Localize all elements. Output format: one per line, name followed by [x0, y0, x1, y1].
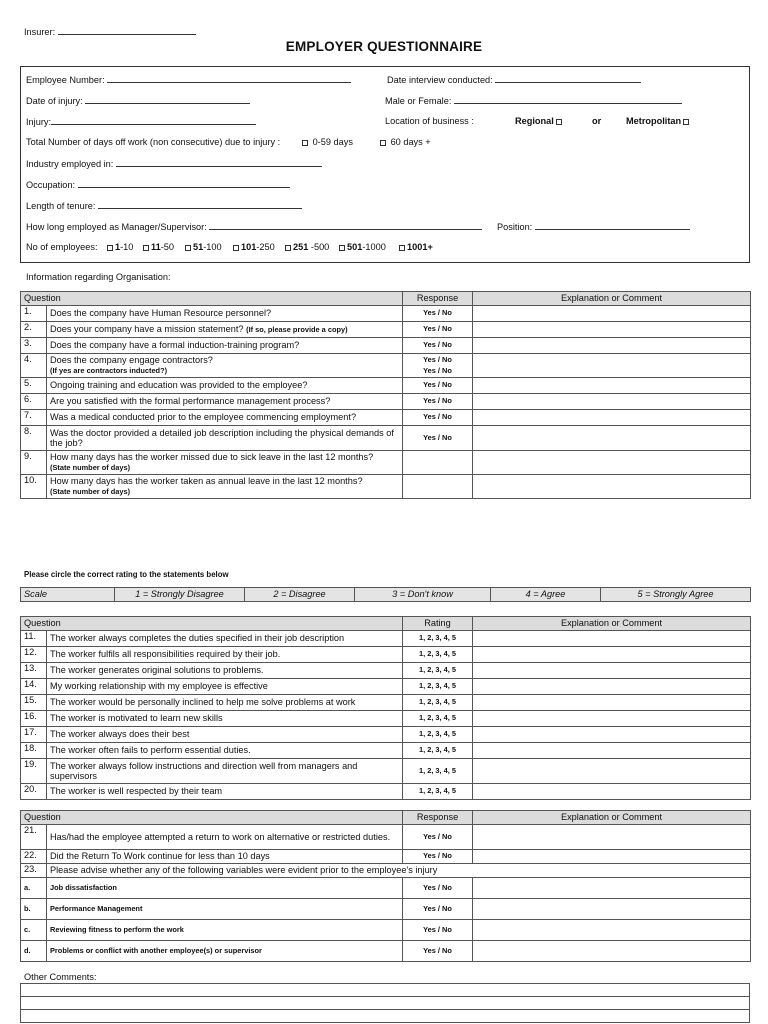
rating-cell[interactable]: 1, 2, 3, 4, 5: [403, 759, 473, 784]
column-header: Response: [403, 292, 473, 306]
table-row: 14. My working relationship with my employee is effective 1, 2, 3, 4, 5: [21, 679, 751, 695]
response-cell[interactable]: Yes / No: [403, 426, 473, 451]
checkbox-icon: [339, 245, 345, 251]
comment-line[interactable]: [21, 984, 750, 997]
table-row: 4. Does the company engage contractors? (If yes are contractors inducted?) Yes / No Yes / No: [21, 354, 751, 378]
response-cell[interactable]: Yes / No: [403, 941, 473, 962]
table-row: 3. Does the company have a formal induction-training program? Yes / No: [21, 338, 751, 354]
comment-cell[interactable]: [473, 338, 751, 354]
comment-cell[interactable]: [473, 878, 751, 899]
comment-cell[interactable]: [473, 695, 751, 711]
checkbox-icon: [143, 245, 149, 251]
rating-cell[interactable]: 1, 2, 3, 4, 5: [403, 647, 473, 663]
rating-cell[interactable]: 1, 2, 3, 4, 5: [403, 727, 473, 743]
manager-duration-field[interactable]: How long employed as Manager/Supervisor:: [26, 221, 482, 232]
response-cell[interactable]: Yes / No: [403, 850, 473, 864]
response-cell[interactable]: Yes / No: [403, 825, 473, 850]
comment-cell[interactable]: [473, 759, 751, 784]
comment-cell[interactable]: [473, 354, 751, 378]
table-row: 12. The worker fulfils all responsibilities required by their job. 1, 2, 3, 4, 5: [21, 647, 751, 663]
rating-cell[interactable]: 1, 2, 3, 4, 5: [403, 663, 473, 679]
column-header: Rating: [403, 617, 473, 631]
emp-option-1[interactable]: 1-10: [105, 242, 133, 252]
table-row: 21. Has/had the employee attempted a return to work on alternative or restricted duties. Yes / No: [21, 825, 751, 850]
table-row: 15. The worker would be personally inclined to help me solve problems at work 1, 2, 3, 4, 5: [21, 695, 751, 711]
table-row: 17. The worker always does their best 1, 2, 3, 4, 5: [21, 727, 751, 743]
comment-line[interactable]: [21, 997, 750, 1010]
position-field[interactable]: Position:: [497, 221, 690, 232]
location-label: Location of business :: [385, 116, 474, 126]
column-header: Explanation or Comment: [473, 617, 751, 631]
scale-3: 3 = Don't know: [355, 588, 491, 602]
checkbox-icon: [399, 245, 405, 251]
tenure-field[interactable]: Length of tenure:: [26, 200, 302, 211]
emp-option-7[interactable]: 1001+: [397, 242, 433, 252]
page-title: EMPLOYER QUESTIONNAIRE: [285, 39, 483, 54]
scale-4: 4 = Agree: [491, 588, 601, 602]
column-header: Response: [403, 811, 473, 825]
column-header: Question: [21, 292, 403, 306]
table-row: 18. The worker often fails to perform essential duties. 1, 2, 3, 4, 5: [21, 743, 751, 759]
emp-option-2[interactable]: 11-50: [141, 242, 174, 252]
scale-2: 2 = Disagree: [245, 588, 355, 602]
table-row: 5. Ongoing training and education was provided to the employee? Yes / No: [21, 378, 751, 394]
checkbox-icon: [285, 245, 291, 251]
scale-5: 5 = Strongly Agree: [601, 588, 751, 602]
comment-cell[interactable]: [473, 394, 751, 410]
organisation-table: [20, 291, 751, 499]
comment-cell[interactable]: [473, 899, 751, 920]
insurer-field[interactable]: Insurer:: [24, 26, 196, 37]
rating-cell[interactable]: 1, 2, 3, 4, 5: [403, 784, 473, 800]
comment-cell[interactable]: [473, 784, 751, 800]
table-row: 10. How many days has the worker taken as annual leave in the last 12 months? (State number of days): [21, 475, 751, 499]
comment-cell[interactable]: [473, 647, 751, 663]
table-row: 9. How many days has the worker missed due to sick leave in the last 12 months? (State number of days): [21, 451, 751, 475]
rating-cell[interactable]: 1, 2, 3, 4, 5: [403, 679, 473, 695]
rating-cell[interactable]: 1, 2, 3, 4, 5: [403, 631, 473, 647]
response-cell[interactable]: Yes / No: [403, 899, 473, 920]
scale-label: Scale: [21, 588, 115, 602]
column-header: Question: [21, 811, 403, 825]
table-row: b. Performance Management Yes / No: [21, 899, 751, 920]
scale-1: 1 = Strongly Disagree: [115, 588, 245, 602]
table-row: c. Reviewing fitness to perform the work Yes / No: [21, 920, 751, 941]
response-cell[interactable]: Yes / No: [403, 394, 473, 410]
emp-option-3[interactable]: 51-100: [183, 242, 222, 252]
metropolitan-checkbox-icon: [683, 119, 689, 125]
table-row: d. Problems or conflict with another employee(s) or supervisor Yes / No: [21, 941, 751, 962]
or-label: or: [592, 116, 602, 126]
comment-line[interactable]: [21, 1010, 750, 1023]
response-cell[interactable]: Yes / No: [403, 920, 473, 941]
other-comments-box[interactable]: [20, 983, 750, 1023]
rating-scale: [20, 587, 751, 602]
response-cell[interactable]: Yes / No Yes / No: [403, 354, 473, 378]
injury-field[interactable]: Injury:: [26, 116, 256, 127]
metropolitan-option[interactable]: Metropolitan: [626, 116, 691, 126]
table-row: 11. The worker always completes the duties specified in their job description 1, 2, 3, 4, 5: [21, 631, 751, 647]
table-row: 7. Was a medical conducted prior to the employee commencing employment? Yes / No: [21, 410, 751, 426]
column-header: Explanation or Comment: [473, 811, 751, 825]
comment-cell[interactable]: [473, 475, 751, 499]
table-row: 2. Does your company have a mission statement? (If so, please provide a copy) Yes / No: [21, 322, 751, 338]
checkbox-icon: [107, 245, 113, 251]
checkbox-icon: [233, 245, 239, 251]
rating-table: [20, 616, 751, 800]
days-60-option[interactable]: 60 days +: [378, 137, 431, 147]
emp-option-6[interactable]: 501-1000: [337, 242, 386, 252]
return-to-work-table: [20, 810, 751, 962]
response-cell[interactable]: Yes / No: [403, 410, 473, 426]
response-cell[interactable]: [403, 451, 473, 475]
response-cell[interactable]: Yes / No: [403, 306, 473, 322]
comment-cell[interactable]: [473, 711, 751, 727]
rating-cell[interactable]: 1, 2, 3, 4, 5: [403, 743, 473, 759]
days-0-59-checkbox-icon: [302, 140, 308, 146]
comment-cell[interactable]: [473, 825, 751, 850]
response-cell[interactable]: Yes / No: [403, 378, 473, 394]
table-row: 19. The worker always follow instructions and direction well from managers and supervisors 1, 2, 3, 4, 5: [21, 759, 751, 784]
employee-number-field[interactable]: Employee Number:: [26, 74, 351, 85]
rating-cell[interactable]: 1, 2, 3, 4, 5: [403, 695, 473, 711]
no-employees-label: No of employees:: [26, 242, 98, 252]
column-header: Explanation or Comment: [473, 292, 751, 306]
days-0-59-option[interactable]: 0-59 days: [300, 137, 353, 147]
table-row: 13. The worker generates original solutions to problems. 1, 2, 3, 4, 5: [21, 663, 751, 679]
table-row: 22. Did the Return To Work continue for less than 10 days Yes / No: [21, 850, 751, 864]
comment-cell[interactable]: [473, 631, 751, 647]
comment-cell[interactable]: [473, 743, 751, 759]
regional-checkbox-icon: [556, 119, 562, 125]
comment-cell[interactable]: [473, 850, 751, 864]
comment-cell[interactable]: [473, 679, 751, 695]
industry-field[interactable]: Industry employed in:: [26, 158, 322, 169]
other-comments-label: Other Comments:: [24, 972, 97, 982]
response-cell[interactable]: Yes / No: [403, 322, 473, 338]
response-cell[interactable]: Yes / No: [403, 338, 473, 354]
table-row: 6. Are you satisfied with the formal performance management process? Yes / No: [21, 394, 751, 410]
male-female-field[interactable]: Male or Female:: [385, 95, 682, 106]
date-of-injury-field[interactable]: Date of injury:: [26, 95, 250, 106]
date-interview-field[interactable]: Date interview conducted:: [387, 74, 641, 85]
response-cell[interactable]: [403, 475, 473, 499]
table-row: 20. The worker is well respected by their team 1, 2, 3, 4, 5: [21, 784, 751, 800]
table-row: 16. The worker is motivated to learn new skills 1, 2, 3, 4, 5: [21, 711, 751, 727]
comment-cell[interactable]: [473, 426, 751, 451]
comment-cell[interactable]: [473, 727, 751, 743]
comment-cell[interactable]: [473, 941, 751, 962]
rating-cell[interactable]: 1, 2, 3, 4, 5: [403, 711, 473, 727]
occupation-field[interactable]: Occupation:: [26, 179, 290, 190]
emp-option-5[interactable]: 251 -500: [283, 242, 329, 252]
table-row: 23. Please advise whether any of the following variables were evident prior to the employee's injury: [21, 864, 751, 878]
comment-cell[interactable]: [473, 451, 751, 475]
comment-cell[interactable]: [473, 663, 751, 679]
comment-cell[interactable]: [473, 920, 751, 941]
comment-cell[interactable]: [473, 378, 751, 394]
table-row: 8. Was the doctor provided a detailed job description including the physical demands of the job? Yes / No: [21, 426, 751, 451]
days-off-label: Total Number of days off work (non consecutive) due to injury :: [26, 137, 281, 147]
regional-option[interactable]: Regional: [515, 116, 564, 126]
comment-cell[interactable]: [473, 306, 751, 322]
comment-cell[interactable]: [473, 410, 751, 426]
response-cell[interactable]: Yes / No: [403, 878, 473, 899]
table-row: a. Job dissatisfaction Yes / No: [21, 878, 751, 899]
table-row: 1. Does the company have Human Resource personnel? Yes / No: [21, 306, 751, 322]
checkbox-icon: [185, 245, 191, 251]
info-org-label: Information regarding Organisation:: [26, 272, 171, 282]
emp-option-4[interactable]: 101-250: [231, 242, 275, 252]
days-60-checkbox-icon: [380, 140, 386, 146]
comment-cell[interactable]: [473, 322, 751, 338]
circle-rating-note: Please circle the correct rating to the statements below: [24, 570, 229, 579]
column-header: Question: [21, 617, 403, 631]
